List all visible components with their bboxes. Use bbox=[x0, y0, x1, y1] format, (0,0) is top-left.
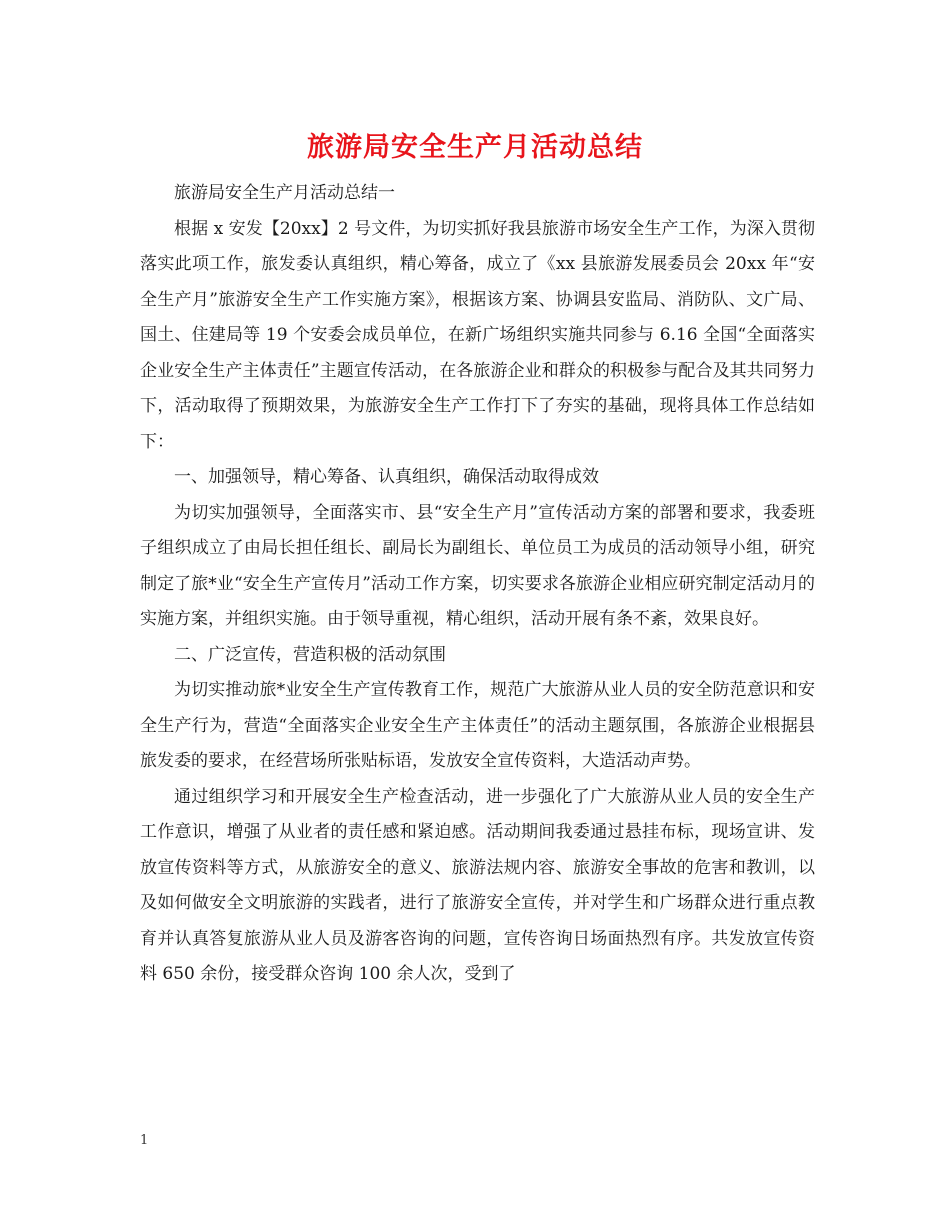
section-heading-2: 二、广泛宣传，营造积极的活动氛围 bbox=[174, 644, 446, 665]
paragraph-section-1: 为切实加强领导，全面落实市、县“安全生产月”宣传活动方案的部署和要求，我委班子组织成立了由局长担任组长、副局长为副组长、单位员工为成员的活动领导小组，研究制定了旅*业“安全生产宣传月”活动工作方案，切实要求各旅游企业相应研究制定活动月的实施方案，并组织实施。由于领导重视，精心组织，活动开展有条不紊，效果良好。 bbox=[140, 502, 815, 629]
document-title: 旅游局安全生产月活动总结 bbox=[307, 132, 643, 163]
paragraph-section-2: 为切实推动旅*业安全生产宣传教育工作，规范广大旅游从业人员的安全防范意识和安全生产行为，营造“全面落实企业安全生产主体责任”的活动主题氛围，各旅游企业根据县旅发委的要求，在经营场所张贴标语，发放安全宣传资料，大造活动声势。 bbox=[140, 680, 815, 771]
section-heading-1: 一、加强领导，精心筹备、认真组织，确保活动取得成效 bbox=[174, 467, 599, 487]
document-body bbox=[140, 176, 815, 993]
paragraph-section-2-continued: 通过组织学习和开展安全生产检查活动，进一步强化了广大旅游从业人员的安全生产工作意识，增强了从业者的责任感和紧迫感。活动期间我委通过悬挂布标，现场宣讲、发放宣传资料等方式，从旅游安全的意义、旅游法规内容、旅游安全事故的危害和教训，以及如何做安全文明旅游的实践者，进行了旅游安全宣传，并对学生和广场群众进行重点教育并认真答复旅游从业人员及游客咨询的问题，宣传咨询日场面热烈有序。共发放宣传资料 650 余份，接受群众咨询 100 余人次，受到了 bbox=[140, 786, 815, 984]
page-number: 1 bbox=[140, 1133, 149, 1148]
paragraph-subtitle: 旅游局安全生产月活动总结一 bbox=[174, 183, 395, 203]
paragraph-intro: 根据 x 安发【20xx】2 号文件，为切实抓好我县旅游市场安全生产工作，为深入贯彻落实此项工作，旅发委认真组织，精心筹备，成立了《xx 县旅游发展委员会 20xx 年“安全生产月”旅游安全生产工作实施方案》，根据该方案、协调县安监局、消防队、文广局、国土、住建局等 19 个安委会成员单位，在新广场组织实施共同参与 6.16 全国“全面落实企业安全生产主体责任”主题宣传活动，在各旅游企业和群众的积极参与配合及其共同努力下，活动取得了预期效果，为旅游安全生产工作打下了夯实的基础，现将具体工作总结如下： bbox=[140, 218, 815, 452]
